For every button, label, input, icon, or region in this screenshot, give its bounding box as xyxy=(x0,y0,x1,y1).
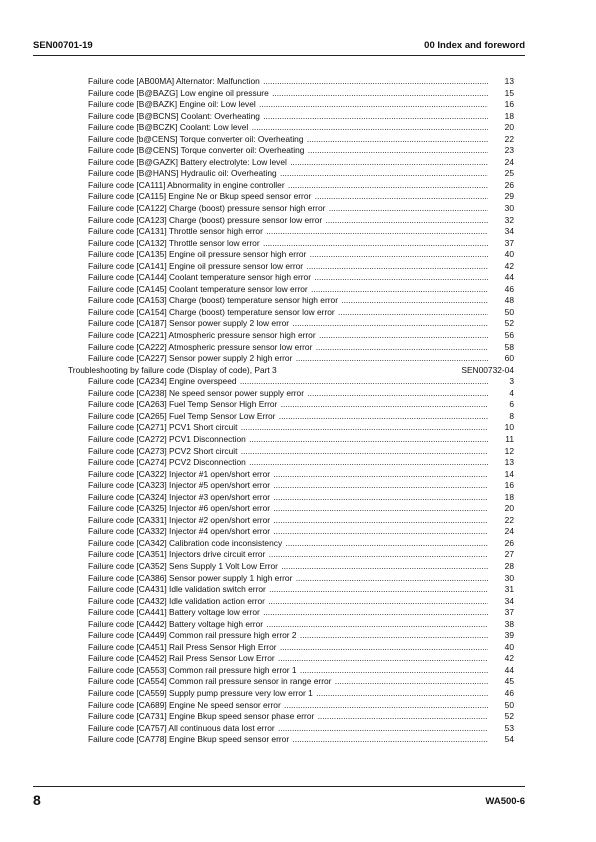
toc-entry-title: Failure code [B@BCNS] Coolant: Overheating xyxy=(88,110,260,121)
toc-entry-page: 40 xyxy=(488,642,514,654)
toc-entry[interactable] xyxy=(68,688,514,700)
toc-entry-title: Failure code [CA689] Engine Ne speed sensor error xyxy=(88,699,281,710)
toc-entry-title: Failure code [CA153] Charge (boost) temperature sensor high error xyxy=(88,295,338,306)
toc-entry-page: 13 xyxy=(488,457,514,469)
toc-entry-page: 28 xyxy=(488,561,514,573)
toc-group-part3 xyxy=(68,376,514,746)
toc-entry-title: Failure code [B@HANS] Hydraulic oil: Overheating xyxy=(88,168,277,179)
toc-entry-page: 12 xyxy=(488,446,514,458)
toc-entry-page: 14 xyxy=(488,469,514,481)
toc-entry-title: Failure code [CA325] Injector #6 open/short error xyxy=(88,503,271,514)
toc-entry-page: 27 xyxy=(488,549,514,561)
toc-entry-page: 42 xyxy=(488,261,514,273)
toc-entry-title: Failure code [CA132] Throttle sensor low error xyxy=(88,237,260,248)
toc-entry-page: 23 xyxy=(488,145,514,157)
toc-entry[interactable] xyxy=(68,422,514,434)
toc-entry-title: Failure code [CA431] Idle validation switch error xyxy=(88,584,266,595)
toc-entry[interactable] xyxy=(68,145,514,157)
toc-entry-title: Failure code [CA221] Atmospheric pressure sensor high error xyxy=(88,330,316,341)
toc-entry[interactable] xyxy=(68,630,514,642)
toc-entry[interactable] xyxy=(68,457,514,469)
toc-entry-title: Failure code [CA122] Charge (boost) pressure sensor high error xyxy=(88,203,326,214)
toc-entry[interactable] xyxy=(68,284,514,296)
toc-entry-page: 20 xyxy=(488,122,514,134)
table-of-contents xyxy=(68,76,514,746)
toc-entry[interactable] xyxy=(68,549,514,561)
toc-entry-page: 52 xyxy=(488,711,514,723)
toc-entry-title: Failure code [CA342] Calibration code inconsistency xyxy=(88,537,283,548)
toc-entry[interactable] xyxy=(68,596,514,608)
toc-entry[interactable] xyxy=(68,561,514,573)
toc-entry[interactable] xyxy=(68,307,514,319)
toc-entry[interactable] xyxy=(68,526,514,538)
toc-entry[interactable] xyxy=(68,434,514,446)
toc-entry-page: 53 xyxy=(488,723,514,735)
toc-entry[interactable] xyxy=(68,157,514,169)
toc-entry-title: Failure code [B@BAZK] Engine oil: Low level xyxy=(88,99,256,110)
toc-entry[interactable] xyxy=(68,353,514,365)
toc-entry[interactable] xyxy=(68,734,514,746)
toc-entry-title: Failure code [CA451] Rail Press Sensor High Error xyxy=(88,641,277,652)
toc-entry[interactable] xyxy=(68,330,514,342)
toc-entry-page: 26 xyxy=(488,180,514,192)
toc-entry-page: 16 xyxy=(488,99,514,111)
toc-entry[interactable] xyxy=(68,295,514,307)
toc-entry-page: 44 xyxy=(488,665,514,677)
toc-entry-page: 60 xyxy=(488,353,514,365)
toc-entry[interactable] xyxy=(68,238,514,250)
toc-entry-title: Failure code [CA273] PCV2 Short circuit xyxy=(88,445,238,456)
toc-entry[interactable] xyxy=(68,503,514,515)
toc-entry-title: Failure code [CA272] PCV1 Disconnection xyxy=(88,433,246,444)
toc-entry[interactable] xyxy=(68,676,514,688)
toc-group-part2 xyxy=(68,76,514,365)
toc-entry-page: 29 xyxy=(488,191,514,203)
toc-entry-page: 15 xyxy=(488,88,514,100)
toc-entry-page: 24 xyxy=(488,157,514,169)
toc-entry-title: Failure code [CA274] PCV2 Disconnection xyxy=(88,457,246,468)
toc-entry-page: 52 xyxy=(488,318,514,330)
toc-entry-title: Failure code [CA554] Common rail pressure sensor in range error xyxy=(88,676,332,687)
toc-entry-page: 46 xyxy=(488,688,514,700)
toc-entry-page: 54 xyxy=(488,734,514,746)
toc-entry[interactable] xyxy=(68,76,514,88)
toc-entry-title: Failure code [CA144] Coolant temperature sensor high error xyxy=(88,272,311,283)
toc-entry[interactable] xyxy=(68,653,514,665)
toc-entry-page: 34 xyxy=(488,226,514,238)
toc-entry[interactable] xyxy=(68,642,514,654)
toc-entry[interactable] xyxy=(68,538,514,550)
toc-entry-title: Failure code [CA135] Engine oil pressure sensor high error xyxy=(88,249,307,260)
toc-entry-title: Failure code [CA141] Engine oil pressure sensor low error xyxy=(88,260,304,271)
toc-entry-title: Failure code [CA331] Injector #2 open/short error xyxy=(88,514,271,525)
toc-entry-title: Failure code [CA222] Atmospheric pressure sensor low error xyxy=(88,341,313,352)
toc-entry-title: Failure code [CA352] Sens Supply 1 Volt Low Error xyxy=(88,560,278,571)
section-heading-title: Troubleshooting by failure code (Display of code), Part 3 xyxy=(68,364,277,375)
page-header xyxy=(33,40,525,54)
toc-entry-page: 34 xyxy=(488,596,514,608)
toc-entry-title: Failure code [CA324] Injector #3 open/short error xyxy=(88,491,271,502)
toc-entry-title: Failure code [CA332] Injector #4 open/short error xyxy=(88,526,271,537)
toc-entry-page: 42 xyxy=(488,653,514,665)
toc-entry[interactable] xyxy=(68,492,514,504)
toc-entry-page: 38 xyxy=(488,619,514,631)
toc-entry-page: 8 xyxy=(488,411,514,423)
toc-entry[interactable] xyxy=(68,584,514,596)
toc-entry-page: 13 xyxy=(488,76,514,88)
toc-entry[interactable] xyxy=(68,388,514,400)
toc-entry-page: 40 xyxy=(488,249,514,261)
toc-entry-title: Failure code [CA145] Coolant temperature sensor low error xyxy=(88,283,308,294)
toc-entry-title: Failure code [CA442] Battery voltage high error xyxy=(88,618,264,629)
toc-entry-title: Failure code [CA111] Abnormality in engine controller xyxy=(88,179,285,190)
toc-entry[interactable] xyxy=(68,399,514,411)
toc-entry-page: 25 xyxy=(488,168,514,180)
toc-entry-page: 22 xyxy=(488,134,514,146)
toc-entry-title: Failure code [CA238] Ne speed sensor power supply error xyxy=(88,387,304,398)
toc-entry-title: Failure code [AB00MA] Alternator: Malfunction xyxy=(88,76,260,86)
toc-entry-title: Failure code [CA123] Charge (boost) pressure sensor low error xyxy=(88,214,323,225)
toc-entry-title: Failure code [CA187] Sensor power supply 2 low error xyxy=(88,318,290,329)
toc-entry-page: 4 xyxy=(488,388,514,400)
toc-entry[interactable] xyxy=(68,723,514,735)
toc-entry-page: 45 xyxy=(488,676,514,688)
toc-entry-title: Failure code [CA432] Idle validation action error xyxy=(88,595,265,606)
toc-entry-page: 39 xyxy=(488,630,514,642)
toc-entry[interactable] xyxy=(68,376,514,388)
toc-entry[interactable] xyxy=(68,215,514,227)
toc-entry-title: Failure code [CA154] Charge (boost) temperature sensor low error xyxy=(88,306,335,317)
toc-entry-title: Failure code [CA271] PCV1 Short circuit xyxy=(88,422,238,433)
toc-entry-title: Failure code [CA351] Injectors drive circuit error xyxy=(88,549,266,560)
toc-entry-page: 6 xyxy=(488,399,514,411)
toc-entry-page: 26 xyxy=(488,538,514,550)
toc-entry-page: 32 xyxy=(488,215,514,227)
toc-entry[interactable] xyxy=(68,711,514,723)
toc-entry[interactable] xyxy=(68,480,514,492)
toc-entry-title: Failure code [CA452] Rail Press Sensor Low Error xyxy=(88,653,275,664)
toc-entry-title: Failure code [CA322] Injector #1 open/short error xyxy=(88,468,271,479)
toc-entry-title: Failure code [CA757] All continuous data lost error xyxy=(88,722,275,733)
toc-entry-title: Failure code [CA553] Common rail pressure high error 1 xyxy=(88,664,297,675)
toc-entry-page: 31 xyxy=(488,584,514,596)
toc-entry-page: 3 xyxy=(488,376,514,388)
machine-model: WA500-6 xyxy=(485,796,525,807)
toc-entry-page: 30 xyxy=(488,203,514,215)
toc-entry-title: Failure code [B@BAZG] Low engine oil pressure xyxy=(88,87,269,98)
toc-entry[interactable] xyxy=(68,261,514,273)
toc-entry-title: Failure code [CA227] Sensor power supply 2 high error xyxy=(88,353,293,364)
toc-entry-page: 44 xyxy=(488,272,514,284)
toc-entry[interactable] xyxy=(68,342,514,354)
toc-entry[interactable] xyxy=(68,411,514,423)
toc-entry-title: Failure code [CA115] Engine Ne or Bkup speed sensor error xyxy=(88,191,312,202)
toc-entry-page: 37 xyxy=(488,238,514,250)
toc-entry-page: 30 xyxy=(488,573,514,585)
toc-entry[interactable] xyxy=(68,203,514,215)
toc-entry[interactable] xyxy=(68,446,514,458)
toc-entry-page: 16 xyxy=(488,480,514,492)
toc-entry-title: Failure code [CA778] Engine Bkup speed sensor error xyxy=(88,734,290,745)
toc-entry-page: 46 xyxy=(488,284,514,296)
toc-entry-title: Failure code [CA234] Engine overspeed xyxy=(88,376,237,387)
section-title: 00 Index and foreword xyxy=(424,40,525,51)
toc-entry[interactable] xyxy=(68,607,514,619)
toc-entry-title: Failure code [CA386] Sensor power supply 1 high error xyxy=(88,572,293,583)
toc-entry-page: 10 xyxy=(488,422,514,434)
toc-entry[interactable] xyxy=(68,191,514,203)
toc-entry-title: Failure code [CA265] Fuel Temp Sensor Low Error xyxy=(88,410,276,421)
toc-entry[interactable] xyxy=(68,619,514,631)
section-heading-doc: SEN00732-04 xyxy=(461,364,514,375)
header-divider xyxy=(33,55,525,56)
toc-entry-page: 18 xyxy=(488,492,514,504)
toc-entry[interactable] xyxy=(68,168,514,180)
toc-entry[interactable] xyxy=(68,111,514,123)
toc-entry-page: 48 xyxy=(488,295,514,307)
page-number: 8 xyxy=(33,792,41,808)
toc-entry[interactable] xyxy=(68,700,514,712)
toc-entry[interactable] xyxy=(68,99,514,111)
toc-entry-page: 18 xyxy=(488,111,514,123)
toc-entry-title: Failure code [CA263] Fuel Temp Sensor High Error xyxy=(88,399,278,410)
toc-entry-page: 56 xyxy=(488,330,514,342)
toc-entry-title: Failure code [CA441] Battery voltage low error xyxy=(88,607,260,618)
toc-entry[interactable] xyxy=(68,134,514,146)
toc-entry-page: 37 xyxy=(488,607,514,619)
toc-entry-page: 11 xyxy=(488,434,514,446)
toc-entry[interactable] xyxy=(68,573,514,585)
toc-entry-title: Failure code [CA731] Engine Bkup speed sensor phase error xyxy=(88,711,315,722)
toc-entry[interactable] xyxy=(68,469,514,481)
toc-entry[interactable] xyxy=(68,515,514,527)
toc-entry-title: Failure code [CA323] Injector #5 open/short error xyxy=(88,480,271,491)
toc-entry-page: 24 xyxy=(488,526,514,538)
toc-entry-page: 20 xyxy=(488,503,514,515)
toc-entry-title: Failure code [CA131] Throttle sensor high error xyxy=(88,226,263,237)
toc-entry[interactable] xyxy=(68,122,514,134)
toc-entry-page: 50 xyxy=(488,700,514,712)
toc-entry-page: 50 xyxy=(488,307,514,319)
toc-entry-page: 22 xyxy=(488,515,514,527)
toc-entry-title: Failure code [CA559] Supply pump pressure very low error 1 xyxy=(88,687,313,698)
toc-entry[interactable] xyxy=(68,272,514,284)
toc-entry-title: Failure code [B@GAZK] Battery electrolyte: Low level xyxy=(88,156,287,167)
footer-divider xyxy=(33,786,525,787)
toc-entry[interactable] xyxy=(68,88,514,100)
toc-entry[interactable] xyxy=(68,180,514,192)
toc-section-heading[interactable] xyxy=(68,365,514,377)
toc-entry[interactable] xyxy=(68,665,514,677)
toc-entry[interactable] xyxy=(68,249,514,261)
document-id: SEN00701-19 xyxy=(33,40,93,51)
toc-entry[interactable] xyxy=(68,318,514,330)
toc-entry-title: Failure code [B@CENS] Torque converter oil: Overheating xyxy=(88,145,305,156)
toc-entry-page: 58 xyxy=(488,342,514,354)
toc-entry-title: Failure code [CA449] Common rail pressure high error 2 xyxy=(88,630,297,641)
toc-entry-title: Failure code [b@CENS] Torque converter oil: Overheating xyxy=(88,133,304,144)
toc-entry-title: Failure code [B@BCZK] Coolant: Low level xyxy=(88,122,249,133)
toc-entry[interactable] xyxy=(68,226,514,238)
